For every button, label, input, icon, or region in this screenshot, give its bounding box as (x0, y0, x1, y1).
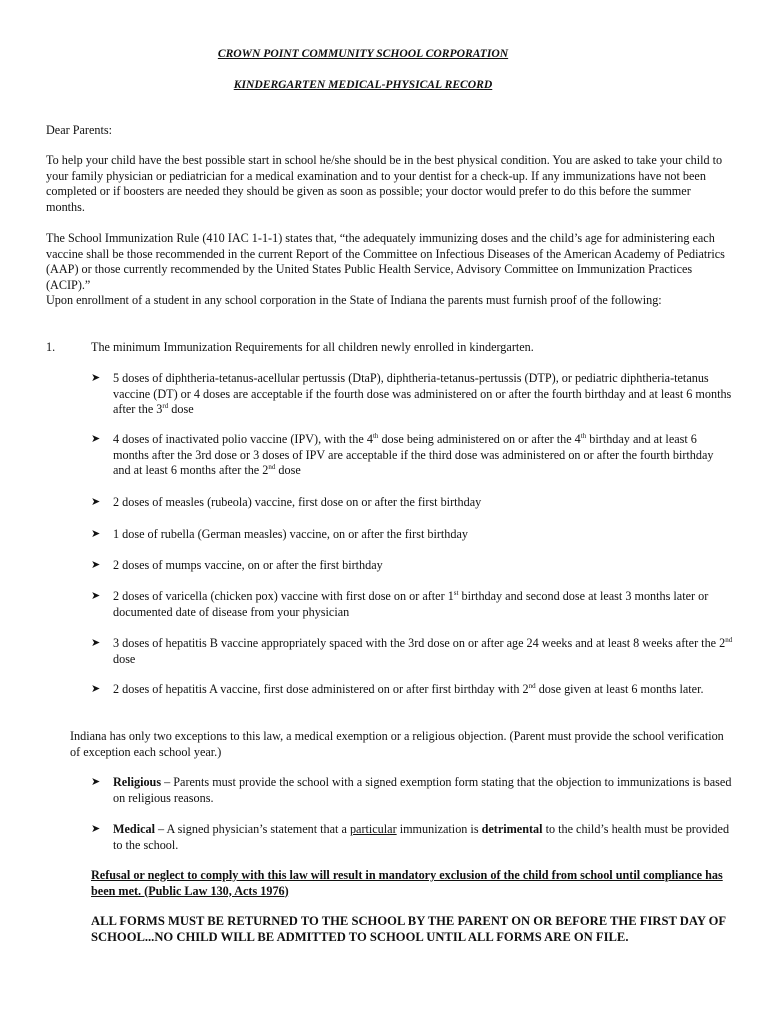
exceptions-paragraph: Indiana has only two exceptions to this law, a medical exemption or a religious objection. (Parent must provide the school verification of exception each school year.) (70, 729, 724, 759)
requirement-number: 1. (46, 340, 56, 354)
greeting: Dear Parents: (46, 123, 112, 137)
hepatitis-b-text-end: dose (113, 651, 136, 666)
arrow-bullet-icon: ➤ (91, 823, 101, 835)
religious-text: – Parents must provide the school with a signed exemption form stating that the objection to immunizations is based on religious reasons. (113, 775, 732, 805)
arrow-bullet-icon: ➤ (91, 683, 101, 695)
rubella-text: 1 dose of rubella (German measles) vaccine, on or after the first birthday (113, 527, 468, 541)
dtap-text-end: dose (168, 402, 194, 416)
medical-text-2: immunization is (396, 822, 482, 836)
ipv-text: 4 doses of inactivated polio vaccine (IPV), with the 4 (113, 432, 373, 446)
ipv-text-2: dose being administered on or after the 4 (378, 432, 581, 446)
list-item-rubella (91, 527, 733, 543)
religious-label: Religious (113, 775, 162, 789)
enrollment-paragraph: Upon enrollment of a student in any school corporation in the State of Indiana the parents must furnish proof of the following: (46, 293, 662, 307)
list-item-hepatitis-a (91, 681, 733, 698)
arrow-bullet-icon: ➤ (91, 776, 101, 788)
arrow-bullet-icon: ➤ (91, 559, 101, 571)
arrow-bullet-icon: ➤ (91, 496, 101, 508)
list-item-measles (91, 495, 733, 511)
org-heading: CROWN POINT COMMUNITY SCHOOL CORPORATION (217, 47, 509, 60)
varicella-ordinal: st (453, 588, 459, 597)
hepatitis-a-text: 2 doses of hepatitis A vaccine, first dose administered on or after first birthday with 2 (113, 682, 529, 696)
list-item-ipv (91, 431, 733, 479)
list-item-religious-exception (91, 775, 733, 806)
list-item-hepatitis-b (91, 635, 733, 667)
varicella-text: 2 doses of varicella (chicken pox) vaccine with first dose on or after 1 (113, 589, 454, 603)
list-item-medical-exception (91, 822, 733, 853)
form-title: KINDERGARTEN MEDICAL-PHYSICAL RECORD (233, 78, 493, 91)
arrow-bullet-icon: ➤ (91, 433, 101, 445)
hepatitis-b-text: 3 doses of hepatitis B vaccine appropriately spaced with the 3rd dose on or after age 24 weeks and at least 8 weeks after the 2 (113, 636, 726, 650)
ipv-ordinal-1: th (372, 431, 379, 440)
measles-text: 2 doses of measles (rubeola) vaccine, first dose on or after the first birthday (113, 495, 482, 509)
arrow-bullet-icon: ➤ (91, 637, 101, 649)
mumps-text: 2 doses of mumps vaccine, on or after the first birthday (113, 558, 383, 572)
list-item-dtap (91, 371, 733, 418)
refusal-notice: Refusal or neglect to comply with this law will result in mandatory exclusion of the child from school until compliance has been met. (Public Law 130, Acts 1976) (91, 868, 723, 898)
hepatitis-b-ordinal: nd (725, 635, 733, 644)
final-notice: ALL FORMS MUST BE RETURNED TO THE SCHOOL BY THE PARENT ON OR BEFORE THE FIRST DAY OF SCHOOL...NO CHILD WILL BE ADMITTED TO SCHOOL UNTIL ALL FORMS ARE ON FILE. (91, 914, 726, 944)
list-item-mumps (91, 558, 733, 574)
medical-text-end: to the child’s health must be provided to the school. (113, 822, 730, 852)
ipv-ordinal-3: nd (268, 462, 276, 471)
dtap-ordinal: rd (162, 401, 169, 410)
intro-paragraph: To help your child have the best possible start in school he/she should be in the best physical condition. You are asked to take your child to your family physician or pediatrician for a medical examination and to your dentist for a check-up. If any immunizations have not been completed or if boosters are needed they should be given as soon as possible; your doctor would prefer to do this before the summer months. (46, 153, 723, 214)
medical-detrimental: detrimental (481, 822, 543, 836)
arrow-bullet-icon: ➤ (91, 590, 101, 602)
list-item-varicella (91, 588, 733, 620)
ipv-text-end: dose (275, 463, 301, 477)
arrow-bullet-icon: ➤ (91, 528, 101, 540)
varicella-text-end: birthday and second dose at least 3 months later or documented date of disease from your physician (113, 589, 709, 619)
medical-particular: particular (349, 822, 397, 836)
medical-text: – A signed physician’s statement that a (154, 822, 350, 836)
requirement-text: The minimum Immunization Requirements for all children newly enrolled in kindergarten. (91, 340, 534, 354)
ipv-text-3: birthday and at least 6 months after the 3rd dose or 3 doses of IPV are acceptable if the third dose was administered on or after the fourth birthday and at least 6 months after the 2 (113, 432, 714, 477)
ipv-ordinal-2: th (580, 431, 587, 440)
hepatitis-a-text-end: dose given at least 6 months later. (535, 682, 704, 696)
hepatitis-a-ordinal: nd (528, 681, 536, 690)
arrow-bullet-icon: ➤ (91, 372, 101, 384)
rule-paragraph: The School Immunization Rule (410 IAC 1-1-1) states that, “the adequately immunizing doses and the child’s age for administering each vaccine shall be those recommended in the current Report of the Committee on Infectious Diseases of the American Academy of Pediatrics (AAP) or those currently recommended by the United States Public Health Service, Advisory Committee on Immunization Practices (ACIP).” (46, 231, 725, 292)
dtap-text: 5 doses of diphtheria-tetanus-acellular pertussis (DtaP), diphtheria-tetanus-pertussis (DTP), or pediatric diphtheria-tetanus vaccine (DT) or 4 doses are acceptable if the fourth dose was administered on or after the fourth birthday and at least 6 months after the 3 (113, 371, 732, 416)
medical-label: Medical (113, 822, 155, 836)
